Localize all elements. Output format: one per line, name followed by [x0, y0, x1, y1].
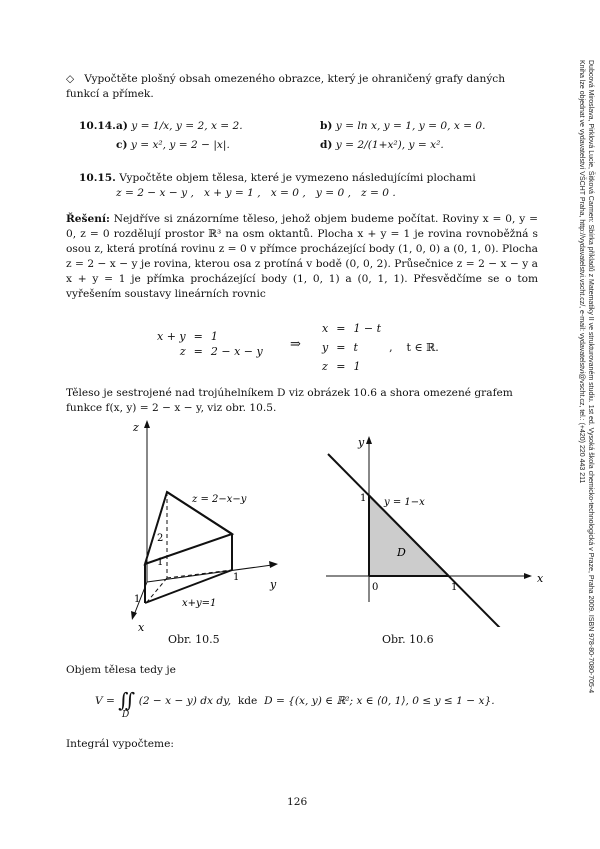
x-label: x	[537, 572, 544, 585]
x-label: x	[138, 621, 145, 634]
line-label: x+y=1	[182, 598, 217, 609]
exercise-surfaces: z = 2 − x − y , x + y = 1 , x = 0 , y = 0 , z = 0 .	[116, 187, 396, 199]
line-label: y = 1−x	[384, 497, 425, 508]
solution-paragraph-2: Těleso je sestrojené nad trojúhelníkem D viz obrázek 10.6 a shora omezené grafem funkce f(x, y) = 2 − x − y, viz obr. 10.5.	[66, 387, 513, 414]
item-text: y = 2/(1+x²), y = x².	[335, 139, 444, 151]
side-note-line1: Dubcová Miroslava, Pirklová Lucie, Šitková Carmen: Sbírka příkladů z Matematiky II ve strukturovaném studiu. 1st ed. Vysoká škola chemicko-technologická v Praze, Praha 2009. ISBN 978-80-7080-705-4	[587, 60, 594, 694]
volume-formula	[95, 688, 495, 712]
eq-sign: =	[193, 330, 203, 343]
figure-10-6	[320, 432, 550, 627]
eq-term: 1	[353, 360, 361, 373]
tick-1x: 1	[134, 594, 141, 605]
eq-term: 1	[210, 330, 218, 343]
side-note-line2: Kniha lze objednat ve vydavatelství VŠCHT Praha, http://vydavatelstvi.vscht.cz/, e-mail: vydavatelstvi@vscht.cz, tel.: (+420) 220 443 211	[578, 60, 585, 484]
tick-1y: 1	[360, 493, 367, 504]
formula-kde: kde	[237, 695, 258, 707]
system-right	[318, 319, 443, 376]
arrow-icon	[524, 573, 532, 579]
formula-integrand: (2 − x − y) dx dy,	[138, 695, 232, 707]
caption-10-5: Obr. 10.5	[168, 633, 220, 646]
exercise-number: 10.14.	[79, 120, 116, 132]
exercise-number: 10.15.	[79, 172, 116, 184]
solution-label: Řešení:	[66, 213, 110, 225]
eq-sign: =	[336, 322, 346, 335]
page-number: 126	[287, 796, 308, 808]
side-note	[565, 60, 595, 700]
integral-text: Integrál vypočteme:	[66, 738, 174, 750]
line-y-1-x	[328, 454, 502, 627]
solution-paragraph	[66, 212, 538, 302]
eq-term: 2 − x − y	[210, 345, 263, 358]
item-label: b)	[320, 120, 333, 132]
tick-1y: 1	[233, 572, 240, 583]
item-text: y = x², y = 2 − |x|.	[130, 139, 230, 151]
eq-sign: =	[336, 360, 346, 373]
tick-2: 2	[157, 533, 164, 544]
volume-text: Objem tělesa tedy je	[66, 664, 176, 676]
caption-10-6: Obr. 10.6	[382, 633, 434, 646]
y-label: y	[358, 436, 365, 449]
item-label: d)	[320, 139, 333, 151]
formula-set: D = {(x, y) ∈ ℝ²; x ∈ ⟨0, 1⟩, 0 ≤ y ≤ 1 − x}.	[264, 695, 495, 707]
diamond-icon: ◇	[66, 73, 75, 85]
tick-1z: 1	[157, 557, 164, 568]
eq-term: z	[322, 360, 328, 373]
exercise-c	[116, 138, 230, 153]
intro-paragraph	[66, 72, 536, 102]
item-label: a)	[116, 120, 128, 132]
figure-10-5	[120, 420, 295, 635]
eq-term: y	[322, 341, 329, 354]
system-left	[153, 329, 267, 359]
solution-text: Nejdříve si znázorníme těleso, jehož objem budeme počítat. Roviny x = 0, y = 0, z = 0 rozdělují prostor ℝ³ na osm oktantů. Plocha x + y = 1 je rovina rovnoběžná s osou z, která protíná rovinu z = 0 v přímce procházející body (1, 0, 0) a (0, 1, 0). Plocha z = 2 − x − y je rovina, kterou osa z protíná v bodě (0, 0, 2). Průsečnice z = 2 − x − y a x + y = 1 je přímka procházející body (1, 0, 1) a (0, 1, 1). Přesvědčíme se o tom vyřešením soustavy lineárních rovnic	[66, 213, 538, 300]
eq-term: x	[322, 322, 329, 335]
exercise-text: Vypočtěte objem tělesa, které je vymezeno následujícími plochami	[119, 172, 476, 184]
eq-term: x + y	[157, 330, 186, 343]
origin-label: 0	[372, 582, 379, 593]
exercise-1015	[79, 171, 476, 186]
z-label: z	[133, 421, 139, 434]
item-label: c)	[116, 139, 128, 151]
region-label: D	[397, 546, 406, 559]
eq-condition: , t ∈ ℝ.	[389, 341, 439, 354]
exercise-d	[320, 138, 444, 153]
arrow-icon	[366, 436, 372, 444]
tick-1x: 1	[451, 582, 458, 593]
exercise-b	[320, 119, 486, 134]
eq-term: z	[179, 345, 186, 358]
y-label: y	[270, 578, 277, 591]
double-integral-icon: ∬	[118, 688, 136, 712]
eq-term: t	[353, 341, 358, 354]
eq-term: 1 − t	[353, 322, 382, 335]
item-text: y = ln x, y = 1, y = 0, x = 0.	[335, 120, 486, 132]
plane-label: z = 2−x−y	[192, 494, 247, 505]
integral-subscript: D	[122, 710, 130, 720]
exercise-1014	[79, 119, 116, 134]
implies-arrow: ⇒	[290, 337, 301, 352]
eq-sign: =	[193, 345, 203, 358]
arrow-icon	[269, 561, 278, 568]
arrow-icon	[131, 611, 137, 620]
arrow-icon	[144, 420, 150, 428]
intro-text: Vypočtěte plošný obsah omezeného obrazce, který je ohraničený grafy daných funkcí a přímek.	[66, 73, 506, 100]
eq-sign: =	[336, 341, 346, 354]
item-text: y = 1/x, y = 2, x = 2.	[131, 120, 243, 132]
formula-lhs: V =	[95, 695, 115, 707]
exercise-a	[116, 119, 243, 134]
